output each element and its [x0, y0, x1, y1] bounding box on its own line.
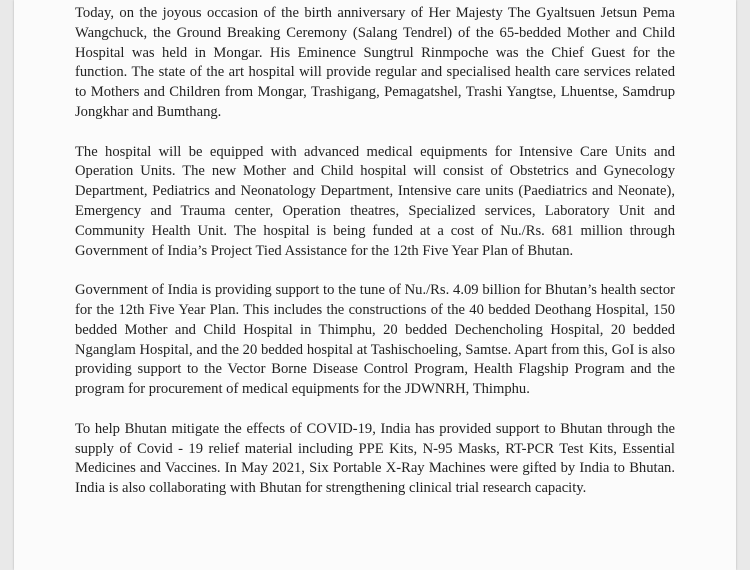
paragraph-hospital-facilities: The hospital will be equipped with advanced medical equipments for Intensive Care Units and Operation Units. The new Mother and Child hospital will consist of Obstetrics and Gynecology Department, Pediatrics and Neonatology Department, Intensive care units (Paediatrics and Neonate), Emergency and Trauma center, Operation theatres, Specialized services, Laboratory Unit and Community Health Unit. The hospital is being funded at a cost of Nu./Rs. 681 million through Government of India’s Project Tied Assistance for the 12th Five Year Plan of Bhutan. [75, 143, 675, 259]
paragraph-covid-support: To help Bhutan mitigate the effects of COVID-19, India has provided support to Bhutan through the supply of Covid - 19 relief material including PPE Kits, N-95 Masks, RT-PCR Test Kits, Essential Medicines and Vaccines. In May 2021, Six Portable X-Ray Machines were gifted by India to Bhutan. India is also collaborating with Bhutan for strengthening clinical trial research capacity. [75, 420, 675, 497]
paragraph-groundbreaking: Today, on the joyous occasion of the birth anniversary of Her Majesty The Gyaltsuen Jetsun Pema Wangchuck, the Ground Breaking Ceremony (Salang Tendrel) of the 65-bedded Mother and Child Hospital was held in Mongar. His Eminence Sungtrul Rinmpoche was the Chief Guest for the function. The state of the art hospital will provide regular and specialised health care services related to Mothers and Children from Mongar, Trashigang, Pemagatshel, Trashi Yangtse, Lhuentse, Samdrup Jongkhar and Bumthang. [75, 5, 675, 120]
document-body [75, 4, 675, 499]
document-page [14, 0, 736, 570]
paragraph-goi-health-support: Government of India is providing support to the tune of Nu./Rs. 4.09 billion for Bhutan’s health sector for the 12th Five Year Plan. This includes the constructions of the 40 bedded Deothang Hospital, 150 bedded Mother and Child Hospital in Thimphu, 20 bedded Dechencholing Hospital, 20 bedded Nganglam Hospital, and the 20 bedded hospital at Tashischoeling, Samtse. Apart from this, GoI is also providing support to the Vector Borne Disease Control Program, Health Flagship Program and the program for procurement of medical equipments for the JDWNRH, Thimphu. [75, 282, 675, 398]
